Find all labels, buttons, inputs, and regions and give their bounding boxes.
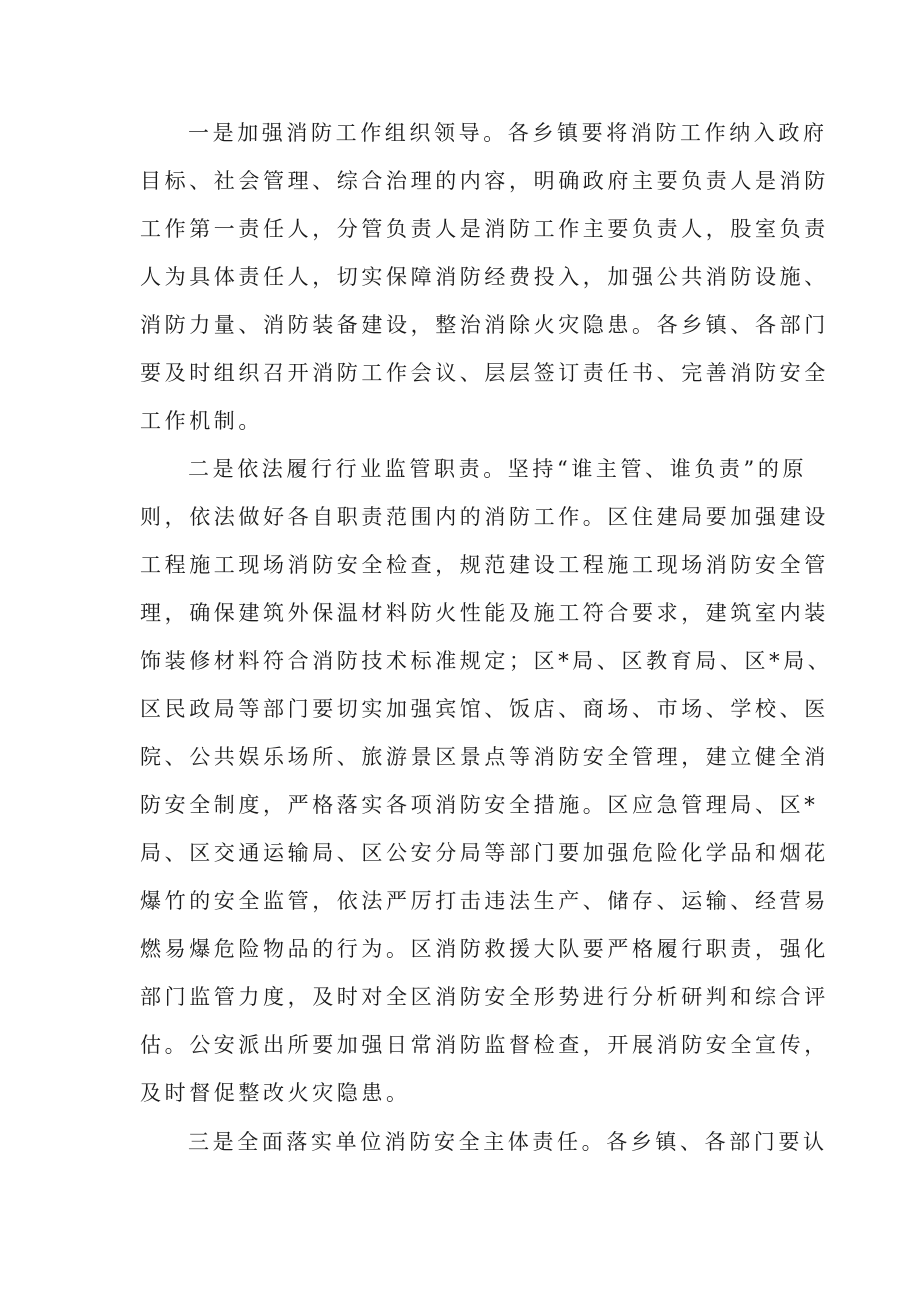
paragraph-2-line-6: 区民政局等部门要切实加强宾馆、饭店、商场、市场、学校、医 — [140, 697, 829, 721]
paragraph-1-line-2: 目标、社会管理、综合治理的内容，明确政府主要负责人是消防 — [140, 169, 829, 193]
paragraph-1-line-3: 工作第一责任人，分管负责人是消防工作主要负责人，股室负责 — [140, 217, 829, 241]
paragraph-2-line-7: 院、公共娱乐场所、旅游景区景点等消防安全管理，建立健全消 — [140, 745, 829, 769]
paragraph-1-line-5: 消防力量、消防装备建设，整治消除火灾隐患。各乡镇、各部门 — [140, 313, 829, 337]
paragraph-1-line-6: 要及时组织召开消防工作会议、层层签订责任书、完善消防安全 — [140, 361, 829, 385]
paragraph-2-line-12: 部门监管力度，及时对全区消防安全形势进行分析研判和综合评 — [140, 985, 829, 1009]
paragraph-2-line-4: 理，确保建筑外保温材料防火性能及施工符合要求，建筑室内装 — [140, 601, 829, 625]
paragraph-2-line-1: 二是依法履行行业监管职责。坚持“谁主管、谁负责”的原 — [188, 457, 808, 481]
paragraph-2-line-14: 及时督促整改火灾隐患。 — [140, 1081, 411, 1105]
paragraph-1-line-4: 人为具体责任人，切实保障消防经费投入，加强公共消防设施、 — [140, 265, 829, 289]
paragraph-2-line-11: 燃易爆危险物品的行为。区消防救援大队要严格履行职责，强化 — [140, 937, 829, 961]
paragraph-2-line-2: 则，依法做好各自职责范围内的消防工作。区住建局要加强建设 — [140, 505, 829, 529]
paragraph-2-line-10: 爆竹的安全监管，依法严厉打击违法生产、储存、运输、经营易 — [140, 889, 829, 913]
paragraph-2-line-5: 饰装修材料符合消防技术标准规定；区*局、区教育局、区*局、 — [140, 649, 833, 673]
paragraph-1-line-7: 工作机制。 — [140, 409, 263, 433]
paragraph-2-line-3: 工程施工现场消防安全检查，规范建设工程施工现场消防安全管 — [140, 553, 829, 577]
paragraph-2-line-8: 防安全制度，严格落实各项消防安全措施。区应急管理局、区* — [140, 793, 819, 817]
paragraph-1-line-1: 一是加强消防工作组织领导。各乡镇要将消防工作纳入政府 — [188, 121, 828, 145]
paragraph-2-line-13: 估。公安派出所要加强日常消防监督检查，开展消防安全宣传， — [140, 1033, 829, 1057]
paragraph-3-line-1: 三是全面落实单位消防安全主体责任。各乡镇、各部门要认 — [188, 1130, 828, 1154]
paragraph-2-line-9: 局、区交通运输局、区公安分局等部门要加强危险化学品和烟花 — [140, 841, 829, 865]
